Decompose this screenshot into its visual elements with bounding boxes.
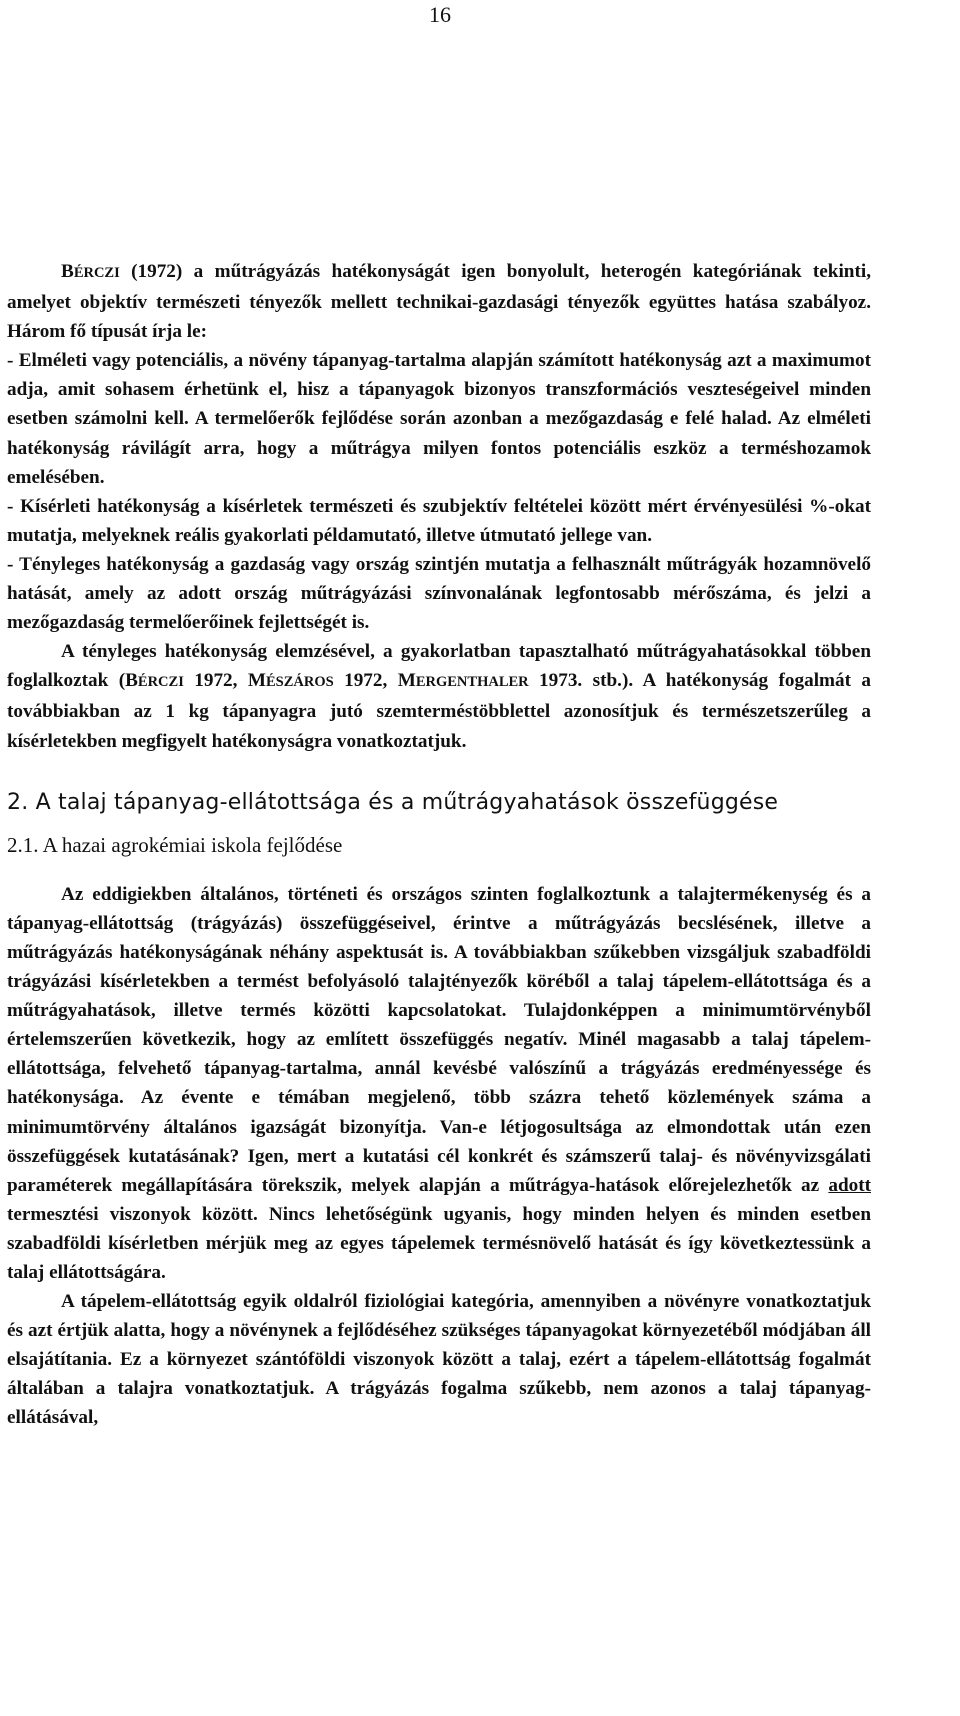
bullet-experimental: - Kísérleti hatékonyság a kísérletek természeti és szubjektív feltételei között mért érvényesülési %-okat mutatja, melyeknek reális gyakorlati példamutató, illetve útmutató jellege van.: [7, 495, 871, 546]
paragraph-text: 1972,: [183, 670, 248, 692]
subsection-heading: 2.1. A hazai agrokémiai iskola fejlődése: [7, 832, 343, 857]
author-name-smallcaps: ÉRCZI: [73, 265, 120, 281]
paragraph-text: termesztési viszonyok között. Nincs lehetőségünk ugyanis, hogy minden helyen és minden esetben szabadföldi kísérletben mérjük meg az egyes tápelemek termésnövelő hatását és így következtessünk a talaj ellátottságára.: [7, 1203, 871, 1283]
bullet-actual: - Tényleges hatékonyság a gazdaság vagy ország szintjén mutatja a felhasznált műtrágyák hozamnövelő hatását, amely az adott ország műtrágyázási színvonalának legfontosabb mérőszáma, és jelzi a mezőgazdaság termelőerőinek fejlettségét is.: [7, 553, 871, 634]
citation-smallcaps: ÉSZÁROS: [265, 674, 334, 691]
body-text: [7, 257, 871, 1433]
paragraph-nutrient-category: A tápelem-ellátottság egyik oldalról fiziológiai kategória, amennyiben a növényre vonatkoztatjuk és azt értjük alatta, hogy a növénynek a fejlődéséhez szükséges tápanyagokat környezetéből módjában áll elsajátítania. Ez a környezet szántóföldi viszonyok között a talaj, ezért a tápelem-ellátottság fogalmát általában a talajra vonatkoztatjuk. A trágyázás fogalma szűkebb, nem azonos a talaj tápanyag-ellátásával,: [7, 1291, 871, 1429]
paragraph-soil-supply: [7, 880, 871, 1287]
paragraph-text: 1972,: [333, 670, 398, 692]
paragraph-actual-efficiency: [7, 637, 871, 755]
citation-smallcaps: ÉRCZI: [137, 674, 184, 691]
page-number: 16: [429, 2, 451, 27]
underlined-word: adott: [828, 1174, 871, 1196]
citation-smallcaps: ERGENTHALER: [415, 674, 529, 691]
section-heading: 2. A talaj tápanyag-ellátottsága és a műtrágyahatások összefüggése: [7, 789, 779, 815]
paragraph-text: (1972) a műtrágyázás hatékonyságát igen bonyolult, heterogén kategóriának tekinti, amelyet objektív természeti tényezők mellett technikai-gazdasági tényezők együttes hatása szabályoz. Három fő típusát írja le:: [7, 261, 871, 343]
bullet-theoretical: - Elméleti vagy potenciális, a növény tápanyag-tartalma alapján számított hatékonyság azt a maximumot adja, amit sohasem érhetünk el, hisz a tápanyagok bizonyos transzformációs veszteségeivel minden esetben számolni kell. A termelőerők fejlődése során azonban a mezőgazdaság e felé halad. Az elméleti hatékonyság rávilágít arra, hogy a műtrágya milyen fontos potenciális eszköz a terméshozamok emelésében.: [7, 350, 871, 488]
citation-initial: B: [125, 670, 138, 692]
paragraph-text: Az eddigiekben általános, történeti és országos szinten foglalkoztunk a talajtermékenység és a tápanyag-ellátottság (trágyázás) összefüggéseivel, érintve a műtrágyázás becslésének, illetve a műtrágyázás hatékonyságának néhány aspektusát is. A továbbiakban szűkebben vizsgáljuk szabadföldi trágyázási kísérletekben a termést befolyásoló talajtényezők köréből a talaj tápelem-ellátottsága és a műtrágyahatások, illetve termés közötti kapcsolatokat. Tulajdonképpen a minimumtörvényből értelemszerűen következik, hogy az említett összefüggés negatív. Minél magasabb a talaj tápelem-ellátottsága, felvehető tápanyag-tartalma, annál kevésbé valószínű a trágyázás eredményessége és hatékonysága. Az évente e témában megjelenő, több százra tehető közlemények száma a minimumtörvény általános igazságát bizonyítja. Van-e létjogosultsága az elmondottak után ezen összefüggések kutatásának? Igen, mert a kutatási cél konkrét és számszerű talaj- és növényvizsgálati paraméterek megállapítására törekszik, melyek alapján a műtrágya-hatások előrejelezhetők az: [7, 883, 871, 1196]
paragraph-text: A tényleges hatékonyság elemzésével, a gyakorlatban tapasztalható műtrágyahatásokkal többen foglalkoztak (: [7, 641, 871, 692]
paragraph-text: 1973. stb.). A hatékonyság fogalmát a továbbiakban az 1 kg tápanyagra jutó szemterméstöbblettel azonosítjuk és természetszerűleg a kísérletekben megfigyelt hatékonyságra vonatkoztatjuk.: [7, 670, 872, 752]
citation-initial: M: [397, 670, 416, 692]
citation-initial: M: [247, 670, 266, 692]
paragraph-berczi-intro: [7, 257, 871, 346]
author-name-initial: B: [61, 261, 74, 282]
